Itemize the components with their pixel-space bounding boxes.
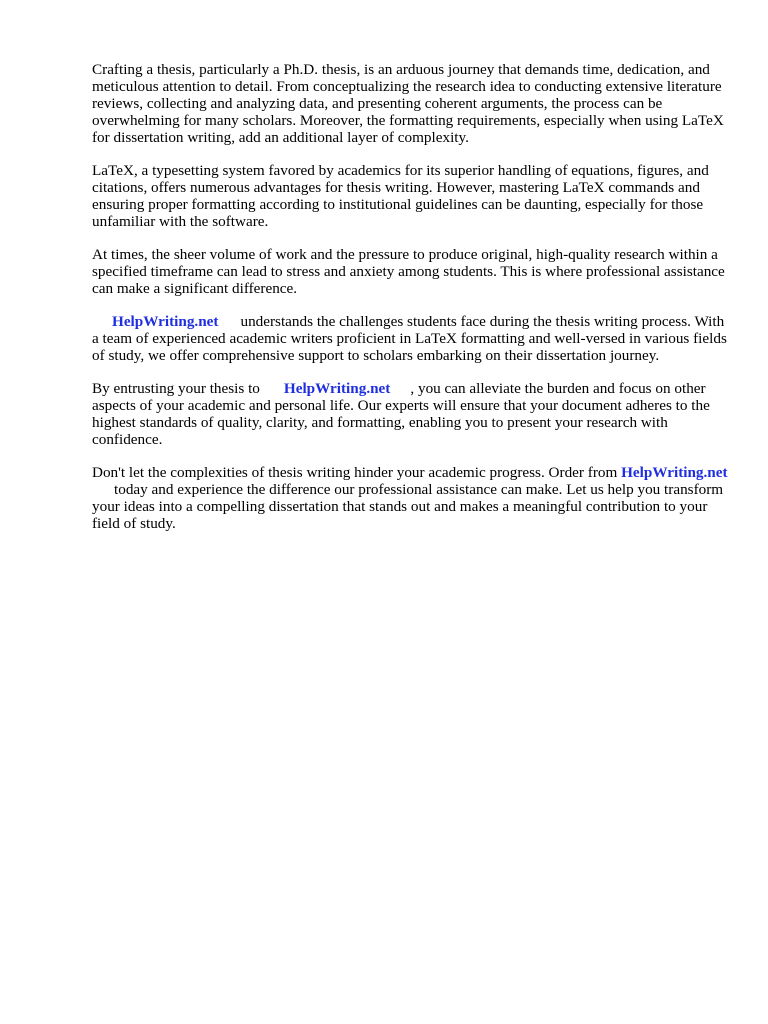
paragraph-intro: Crafting a thesis, particularly a Ph.D. thesis, is an arduous journey that demands time, dedication, and meticulous attention to detail. From conceptualizing the research idea to conducting extensive literature reviews, collecting and analyzing data, and presenting coherent arguments, the process can be overwhelming for many scholars. Moreover, the formatting requirements, especially when using LaTeX for dissertation writing, add an additional layer of complexity.: [92, 61, 724, 146]
paragraph-text: By entrusting your thesis to: [92, 380, 260, 397]
paragraph-entrust: [92, 380, 730, 448]
helpwriting-link[interactable]: HelpWriting.net: [283, 380, 391, 397]
paragraph-text: Don't let the complexities of thesis writing hinder your academic progress. Order from: [92, 464, 618, 481]
paragraph-order: [92, 464, 730, 532]
helpwriting-link[interactable]: HelpWriting.net: [621, 464, 728, 481]
paragraph-helpwriting-intro: [92, 313, 730, 364]
paragraph-text: , you can alleviate the burden and focus on other aspects of your academic and personal life. Our experts will ensure that your document adheres to the highest standards of quality, clarity, and formatting, enabling you to present your research with confidence.: [92, 380, 710, 448]
helpwriting-link[interactable]: HelpWriting.net: [112, 313, 219, 330]
paragraph-latex: LaTeX, a typesetting system favored by academics for its superior handling of equations, figures, and citations, offers numerous advantages for thesis writing. However, mastering LaTeX commands and ensuring proper formatting according to institutional guidelines can be daunting, especially for those unfamiliar with the software.: [92, 162, 709, 230]
paragraph-pressure: At times, the sheer volume of work and the pressure to produce original, high-quality research within a specified timeframe can lead to stress and anxiety among students. This is where professional assistance can make a significant difference.: [92, 246, 725, 297]
paragraph-text: understands the challenges students face during the thesis writing process. With a team of experienced academic writers proficient in LaTeX formatting and well-versed in various fields of study, we offer comprehensive support to scholars embarking on their dissertation journey.: [92, 313, 727, 364]
document-body: [92, 61, 730, 548]
paragraph-text: today and experience the difference our professional assistance can make. Let us help you transform your ideas into a compelling dissertation that stands out and makes a meaningful contribution to your field of study.: [92, 481, 724, 532]
